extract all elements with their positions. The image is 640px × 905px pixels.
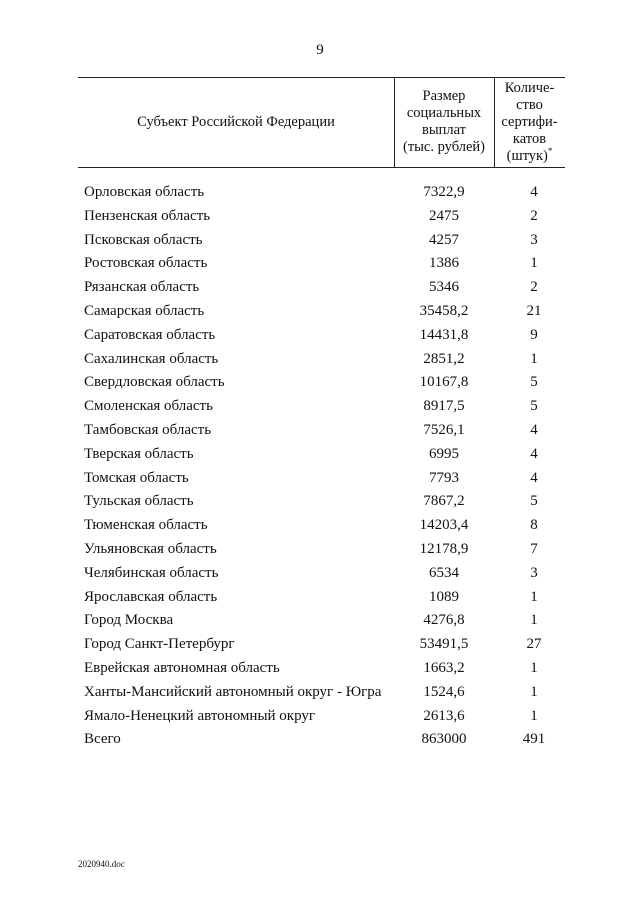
certificate-count: 1 xyxy=(530,588,538,605)
payment-amount: 4276,8 xyxy=(423,612,465,629)
table-row xyxy=(0,538,640,562)
region-name: Челябинская область xyxy=(84,564,219,581)
payment-amount: 1663,2 xyxy=(423,659,465,676)
table-row xyxy=(0,395,640,419)
table-row xyxy=(0,300,640,324)
certificate-count: 4 xyxy=(530,421,538,438)
table-row xyxy=(0,467,640,491)
payment-amount: 8917,5 xyxy=(423,398,465,415)
payment-amount: 10167,8 xyxy=(419,374,469,391)
table-row xyxy=(0,252,640,276)
table-row xyxy=(0,348,640,372)
table-row xyxy=(0,514,640,538)
certificate-count: 4 xyxy=(530,469,538,486)
table-row xyxy=(0,324,640,348)
header-amount xyxy=(394,77,494,167)
region-name: Город Москва xyxy=(84,612,174,629)
payment-amount: 35458,2 xyxy=(419,302,469,319)
payment-amount: 7526,1 xyxy=(423,421,465,438)
region-name: Самарская область xyxy=(84,302,205,319)
payment-amount: 1386 xyxy=(429,255,459,272)
header-subject-label: Субъект Российской Федерации xyxy=(137,113,335,130)
certificate-count: 1 xyxy=(530,683,538,700)
certificate-count: 2 xyxy=(530,207,538,224)
payment-amount: 5346 xyxy=(429,279,459,296)
table-row xyxy=(0,705,640,729)
table-row xyxy=(0,586,640,610)
certificate-count: 7 xyxy=(530,540,538,557)
table-row xyxy=(0,229,640,253)
footnote-mark: * xyxy=(547,145,553,156)
table-row xyxy=(0,657,640,681)
region-name: Ярославская область xyxy=(84,588,218,605)
table-row xyxy=(0,681,640,705)
region-name: Тамбовская область xyxy=(84,421,212,438)
table-body xyxy=(0,181,640,752)
page-number: 9 xyxy=(316,42,324,58)
certificate-count: 3 xyxy=(530,231,538,248)
certificate-count: 4 xyxy=(530,184,538,200)
payment-amount: 12178,9 xyxy=(419,540,469,557)
header-count xyxy=(494,77,565,167)
region-name: Смоленская область xyxy=(84,398,213,415)
region-name: Ульяновская область xyxy=(84,540,217,557)
payment-amount: 7793 xyxy=(429,469,459,486)
region-name: Орловская область xyxy=(84,184,205,200)
payment-amount: 7322,9 xyxy=(423,184,465,200)
certificate-count: 5 xyxy=(530,398,538,415)
payment-amount: 6995 xyxy=(429,445,459,462)
table-row xyxy=(0,562,640,586)
payment-amount: 2613,6 xyxy=(423,707,465,724)
certificate-count: 1 xyxy=(530,659,538,676)
region-name: Всего xyxy=(84,731,121,748)
certificate-count: 1 xyxy=(530,350,538,367)
table-row xyxy=(0,443,640,467)
certificate-count: 491 xyxy=(522,731,546,748)
table-row xyxy=(0,205,640,229)
certificate-count: 2 xyxy=(530,279,538,296)
region-name: Саратовская область xyxy=(84,326,216,343)
payment-amount: 6534 xyxy=(429,564,459,581)
payment-amount: 53491,5 xyxy=(419,636,469,653)
region-name: Рязанская область xyxy=(84,279,200,296)
payment-amount: 14203,4 xyxy=(419,517,469,534)
certificate-count: 4 xyxy=(530,445,538,462)
table-header-rule xyxy=(78,167,565,168)
payment-amount: 2475 xyxy=(429,207,459,224)
region-name: Тверская область xyxy=(84,445,194,462)
table-row xyxy=(0,276,640,300)
region-name: Пензенская область xyxy=(84,207,211,224)
certificate-count: 1 xyxy=(530,255,538,272)
region-name: Тульская область xyxy=(84,493,194,510)
payment-amount: 4257 xyxy=(429,231,459,248)
certificate-count: 8 xyxy=(530,517,538,534)
certificate-count: 1 xyxy=(530,612,538,629)
region-name: Томская область xyxy=(84,469,189,486)
table-row xyxy=(0,633,640,657)
header-amount-label: Размер социальных выплат (тыс. рублей) xyxy=(403,88,485,155)
region-name: Ямало-Ненецкий автономный округ xyxy=(84,707,316,724)
header-subject xyxy=(78,77,394,167)
region-name: Еврейская автономная область xyxy=(84,659,280,676)
header-count-label: Количе- ство сертифи- катов (штук) xyxy=(501,79,558,164)
table-row xyxy=(0,728,640,752)
certificate-count: 5 xyxy=(530,493,538,510)
payment-amount: 1089 xyxy=(429,588,459,605)
region-name: Тюменская область xyxy=(84,517,208,534)
certificate-count: 21 xyxy=(526,302,542,319)
certificate-count: 3 xyxy=(530,564,538,581)
region-name: Псковская область xyxy=(84,231,203,248)
table-row xyxy=(0,419,640,443)
region-name: Свердловская область xyxy=(84,374,225,391)
payment-amount: 863000 xyxy=(421,731,467,748)
payment-amount: 2851,2 xyxy=(423,350,465,367)
table-row xyxy=(0,609,640,633)
region-name: Ростовская область xyxy=(84,255,208,272)
region-name: Сахалинская область xyxy=(84,350,219,367)
region-name: Ханты-Мансийский автономный округ - Югра xyxy=(84,683,382,700)
payment-amount: 1524,6 xyxy=(423,683,465,700)
table-row xyxy=(0,490,640,514)
certificate-count: 27 xyxy=(526,636,542,653)
certificate-count: 1 xyxy=(530,707,538,724)
certificate-count: 5 xyxy=(530,374,538,391)
payment-amount: 7867,2 xyxy=(423,493,465,510)
region-name: Город Санкт-Петербург xyxy=(84,636,235,653)
certificate-count: 9 xyxy=(530,326,538,343)
table-row xyxy=(0,181,640,205)
table-row xyxy=(0,371,640,395)
payment-amount: 14431,8 xyxy=(419,326,469,343)
document-id: 2020940.doc xyxy=(78,859,125,869)
